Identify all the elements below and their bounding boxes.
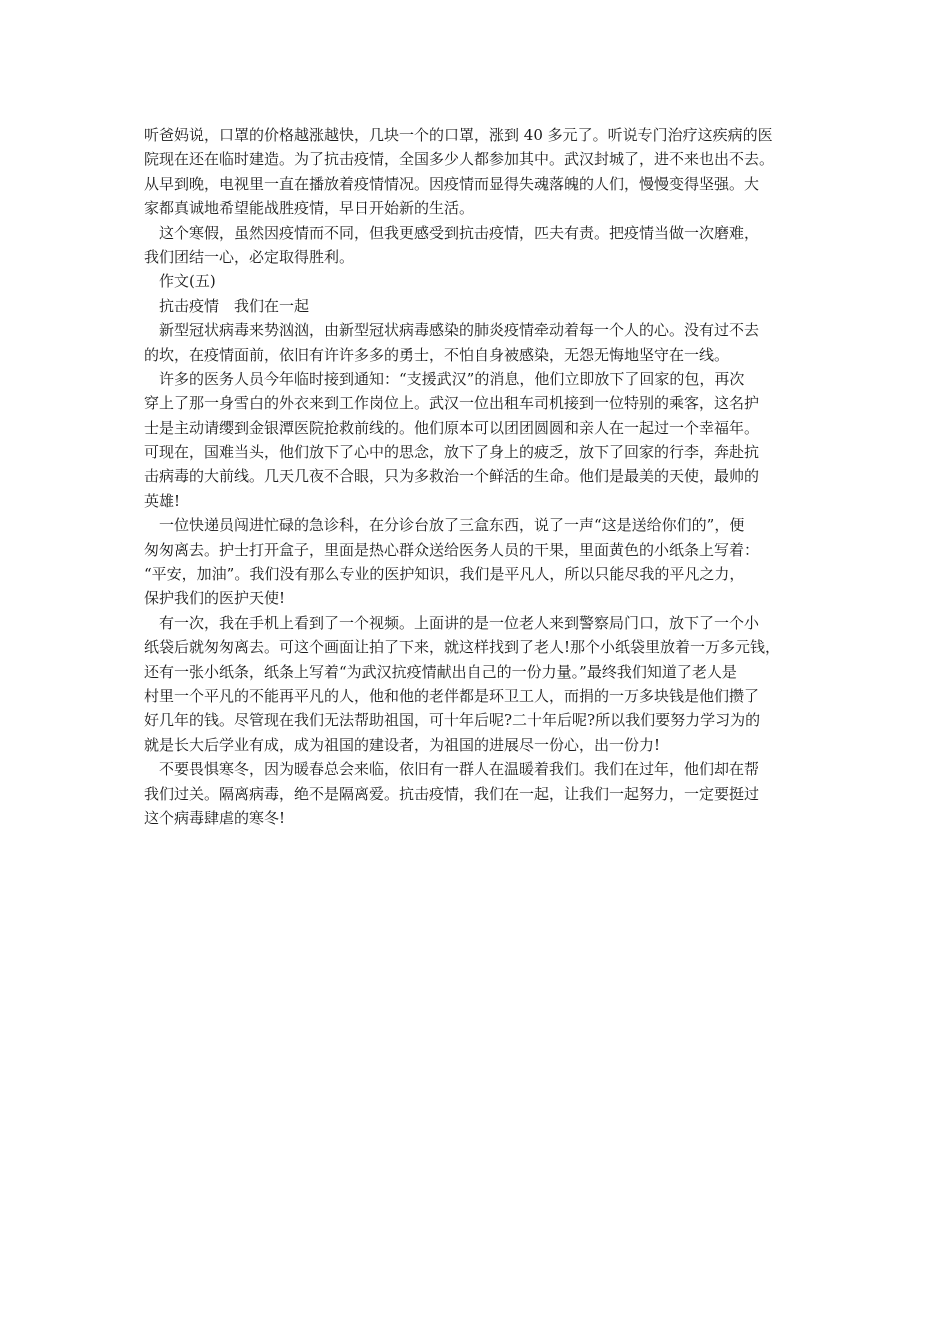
text-line: 击病毒的大前线。几天几夜不合眼，只为多救治一个鲜活的生命。他们是最美的天使，最帅的 — [144, 467, 760, 486]
text-line: 许多的医务人员今年临时接到通知：“支援武汉”的消息，他们立即放下了回家的包，再次 — [144, 369, 745, 388]
text-line: 就是长大后学业有成，成为祖国的建设者，为祖国的进展尽一份心，出一份力! — [144, 735, 661, 754]
text-line: 还有一张小纸条，纸条上写着“为武汉抗疫情献出自己的一份力量。”最终我们知道了老人是 — [144, 662, 737, 681]
text-line: 有一次，我在手机上看到了一个视频。上面讲的是一位老人来到警察局门口，放下了一个小 — [144, 613, 760, 632]
text-line: 保护我们的医护天使! — [144, 589, 286, 608]
essay-title: 抗击疫情 我们在一起 — [144, 296, 310, 315]
text-line: 英雄! — [144, 491, 181, 510]
text-line: 村里一个平凡的不能再平凡的人，他和他的老伴都是环卫工人，而捐的一万多块钱是他们攒了 — [144, 686, 760, 705]
text-line: “平安，加油”。我们没有那么专业的医护知识，我们是平凡人，所以只能尽我的平凡之力， — [144, 565, 745, 584]
text-line: 的坎，在疫情面前，依旧有许许多多的勇士，不怕自身被感染，无怨无悔地坚守在一线。 — [144, 345, 730, 364]
text-line: 士是主动请缨到金银潭医院抢救前线的。他们原本可以团团圆圆和亲人在一起过一个幸福年。 — [144, 418, 760, 437]
essay-label: 作文(五) — [144, 272, 216, 291]
text-line: 一位快递员闯进忙碌的急诊科，在分诊台放了三盒东西，说了一声“这是送给你们的”，便 — [144, 516, 745, 535]
text-line: 我们过关。隔离病毒，绝不是隔离爱。抗击疫情，我们在一起，让我们一起努力，一定要挺过 — [144, 784, 760, 803]
essay-text — [144, 123, 824, 830]
text-line: 好几年的钱。尽管现在我们无法帮助祖国，可十年后呢?二十年后呢?所以我们要努力学习为的 — [144, 711, 761, 730]
text-line: 我们团结一心，必定取得胜利。 — [144, 247, 355, 266]
text-line: 可现在，国难当头，他们放下了心中的思念，放下了身上的疲乏，放下了回家的行李，奔赴抗 — [144, 443, 760, 462]
text-line: 新型冠状病毒来势汹汹，由新型冠状病毒感染的肺炎疫情牵动着每一个人的心。没有过不去 — [144, 321, 760, 340]
text-line: 这个病毒肆虐的寒冬! — [144, 808, 286, 827]
text-line: 从早到晚，电视里一直在播放着疫情情况。因疫情而显得失魂落魄的人们，慢慢变得坚强。大 — [144, 174, 760, 193]
text-line: 不要畏惧寒冬，因为暖春总会来临，依旧有一群人在温暖着我们。我们在过年，他们却在帮 — [144, 760, 760, 779]
text-line: 院现在还在临时建造。为了抗击疫情，全国多少人都参加其中。武汉封城了，进不来也出不去。 — [144, 150, 775, 169]
text-line: 这个寒假，虽然因疫情而不同，但我更感受到抗击疫情，匹夫有责。把疫情当做一次磨难， — [144, 223, 760, 242]
text-line: 听爸妈说，口罩的价格越涨越快，几块一个的口罩，涨到 40 多元了。听说专门治疗这疾病的医 — [144, 126, 773, 144]
text-line: 家都真诚地希望能战胜疫情，早日开始新的生活。 — [144, 199, 475, 218]
text-line: 匆匆离去。护士打开盒子，里面是热心群众送给医务人员的干果，里面黄色的小纸条上写着： — [144, 540, 760, 559]
text-line: 纸袋后就匆匆离去。可这个画面让拍了下来，就这样找到了老人!那个小纸袋里放着一万多元钱， — [144, 638, 781, 657]
text-line: 穿上了那一身雪白的外衣来到工作岗位上。武汉一位出租车司机接到一位特别的乘客，这名护 — [144, 394, 760, 413]
